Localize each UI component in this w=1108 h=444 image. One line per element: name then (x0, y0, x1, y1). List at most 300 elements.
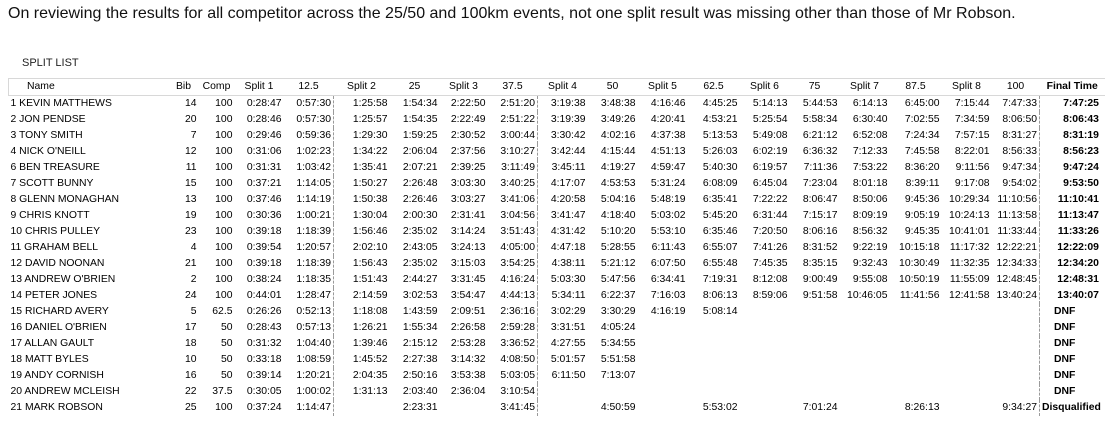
cell-time (840, 304, 890, 320)
cell-time: 9:45:35 (904, 226, 940, 237)
cell-final-time: DNF (1054, 386, 1076, 397)
cell-time: 9:51:58 (802, 290, 838, 301)
cell-time (638, 384, 688, 400)
cell-name: 17 ALLAN GAULT (10, 338, 95, 349)
cell-time (992, 304, 1040, 320)
cell-time: 10:29:34 (949, 194, 990, 205)
cell-time: 2:03:40 (402, 386, 438, 397)
cell-time (790, 368, 840, 384)
cell-time: 6:45:04 (752, 178, 788, 189)
header-split-8: Split 8 (942, 79, 992, 96)
cell-final-time: 12:22:09 (1057, 242, 1099, 253)
cell-time (942, 336, 992, 352)
cell-bib: 15 (184, 178, 197, 189)
cell-time: 0:57:30 (284, 96, 334, 113)
table-row (9, 144, 1105, 160)
cell-comp: 50 (220, 354, 233, 365)
cell-name: 2 JON PENDSE (10, 114, 86, 125)
cell-time: 4:08:50 (488, 352, 538, 368)
cell-time: 1:28:47 (284, 288, 334, 304)
cell-time: 1:50:38 (352, 194, 388, 205)
header-split-1: Split 1 (235, 79, 284, 96)
cell-time (588, 384, 638, 400)
cell-time: 6:22:37 (600, 290, 636, 301)
cell-time: 11:17:32 (949, 242, 990, 253)
cell-time: 5:40:30 (702, 162, 738, 173)
cell-time: 7:13:07 (600, 370, 636, 381)
cell-time: 5:44:53 (790, 96, 840, 113)
cell-name: 12 DAVID NOONAN (10, 258, 105, 269)
cell-time: 2:26:58 (450, 322, 486, 333)
cell-time: 2:07:21 (402, 162, 438, 173)
cell-comp: 37.5 (212, 386, 233, 397)
cell-time: 8:36:20 (904, 162, 940, 173)
cell-time: 6:31:44 (752, 210, 788, 221)
cell-time (740, 304, 790, 320)
cell-time: 3:24:13 (450, 242, 486, 253)
cell-bib: 2 (190, 274, 197, 285)
cell-time: 10:50:19 (899, 274, 940, 285)
cell-time: 3:45:11 (551, 162, 586, 173)
cell-time: 8:26:13 (904, 402, 940, 413)
cell-comp: 50 (220, 322, 233, 333)
cell-time (992, 336, 1040, 352)
cell-final-time: 8:56:23 (1063, 146, 1099, 157)
cell-time (440, 400, 488, 416)
cell-time: 11:32:35 (949, 258, 990, 269)
cell-time: 6:08:09 (702, 178, 738, 189)
cell-time: 1:18:39 (284, 224, 334, 240)
cell-time (840, 400, 890, 416)
cell-time: 7:19:31 (702, 274, 738, 285)
cell-final-time: 13:40:07 (1057, 290, 1099, 301)
cell-time: 1:18:39 (284, 256, 334, 272)
cell-time: 1:56:43 (352, 258, 388, 269)
cell-name: 7 SCOTT BUNNY (10, 178, 94, 189)
cell-time: 4:19:27 (600, 162, 636, 173)
cell-time: 6:14:13 (840, 96, 890, 113)
cell-time: 1:26:21 (352, 322, 388, 333)
cell-time (890, 384, 942, 400)
cell-time: 12:41:58 (949, 290, 990, 301)
cell-time: 6:45:00 (890, 96, 942, 113)
cell-time: 0:31:06 (246, 146, 282, 157)
cell-time: 0:33:18 (246, 354, 282, 365)
cell-time: 0:30:36 (246, 210, 282, 221)
cell-time: 1:59:25 (402, 130, 438, 141)
header-split-4: Split 4 (538, 79, 588, 96)
table-row (9, 240, 1105, 256)
cell-time: 1:00:21 (284, 208, 334, 224)
cell-time: 7:45:58 (904, 146, 940, 157)
cell-time: 3:54:47 (450, 290, 486, 301)
cell-time: 5:28:55 (600, 242, 636, 253)
cell-time: 5:58:34 (802, 114, 838, 125)
cell-time: 5:34:55 (600, 338, 636, 349)
cell-time: 7:22:22 (752, 194, 788, 205)
cell-time: 1:51:43 (352, 274, 388, 285)
cell-time: 1:43:59 (402, 306, 438, 317)
cell-time: 9:05:19 (904, 210, 940, 221)
cell-time: 2:44:27 (402, 274, 438, 285)
cell-bib: 25 (184, 402, 197, 413)
cell-time: 3:31:45 (450, 274, 486, 285)
cell-bib: 23 (184, 226, 197, 237)
cell-time: 0:59:36 (284, 128, 334, 144)
cell-time: 1:18:35 (284, 272, 334, 288)
cell-time: 5:53:02 (702, 402, 738, 413)
cell-time: 9:32:43 (852, 258, 888, 269)
cell-comp: 100 (215, 242, 233, 253)
cell-time: 11:13:58 (992, 208, 1040, 224)
cell-time (790, 320, 840, 336)
cell-comp: 100 (215, 210, 233, 221)
cell-time: 5:08:14 (702, 306, 738, 317)
cell-time: 12:34:33 (992, 256, 1040, 272)
cell-time (740, 384, 790, 400)
cell-time: 7:02:55 (904, 114, 940, 125)
cell-time: 2:37:56 (450, 146, 486, 157)
cell-time: 5:48:19 (650, 194, 686, 205)
cell-time: 0:38:24 (246, 274, 282, 285)
cell-time: 2:39:25 (450, 162, 486, 173)
cell-time: 6:55:07 (702, 242, 738, 253)
cell-time: 4:16:24 (488, 272, 538, 288)
cell-time: 3:31:51 (550, 322, 586, 333)
cell-time: 7:15:17 (802, 210, 838, 221)
cell-time: 5:31:24 (650, 178, 686, 189)
cell-name: 15 RICHARD AVERY (10, 306, 109, 317)
cell-time: 1:02:23 (284, 144, 334, 160)
cell-time: 6:19:57 (752, 162, 788, 173)
cell-time: 0:28:46 (246, 114, 282, 125)
cell-time (942, 368, 992, 384)
cell-time (638, 336, 688, 352)
cell-time: 6:11:50 (551, 370, 586, 381)
cell-time: 2:15:12 (402, 338, 438, 349)
cell-time: 8:56:32 (852, 226, 888, 237)
cell-time: 0:37:21 (246, 178, 282, 189)
cell-time: 0:57:30 (284, 112, 334, 128)
cell-comp: 100 (215, 290, 233, 301)
cell-time: 11:10:56 (992, 192, 1040, 208)
cell-time: 7:41:26 (752, 242, 788, 253)
table-row (9, 320, 1105, 336)
cell-time: 0:39:14 (246, 370, 282, 381)
cell-time (638, 400, 688, 416)
cell-time: 1:14:47 (284, 400, 334, 416)
cell-final-time: 8:06:43 (1063, 114, 1099, 125)
cell-time: 0:39:54 (246, 242, 282, 253)
cell-comp: 100 (215, 258, 233, 269)
cell-time: 2:06:04 (402, 146, 438, 157)
cell-time: 7:12:33 (852, 146, 888, 157)
table-row (9, 112, 1105, 128)
cell-time (790, 352, 840, 368)
cell-time: 1:08:59 (284, 352, 334, 368)
cell-name: 16 DANIEL O'BRIEN (10, 322, 107, 333)
cell-time (840, 320, 890, 336)
cell-time: 2:59:28 (488, 320, 538, 336)
cell-time: 8:06:50 (992, 112, 1040, 128)
cell-time: 3:53:38 (450, 370, 486, 381)
cell-time: 5:13:53 (702, 130, 738, 141)
cell-time: 7:01:24 (802, 402, 838, 413)
cell-time (890, 368, 942, 384)
cell-comp: 100 (215, 146, 233, 157)
cell-time: 0:29:46 (246, 130, 282, 141)
cell-time: 4:05:24 (600, 322, 636, 333)
cell-final-time: 12:48:31 (1057, 274, 1099, 285)
cell-time: 12:48:45 (992, 272, 1040, 288)
cell-time: 3:30:42 (550, 130, 586, 141)
header-row (9, 79, 1105, 96)
cell-bib: 20 (184, 114, 197, 125)
table-row (9, 368, 1105, 384)
cell-time: 7:47:33 (992, 96, 1040, 113)
cell-name: 1 KEVIN MATTHEWS (9, 96, 169, 113)
table-row (9, 304, 1105, 320)
cell-time (688, 336, 740, 352)
cell-time: 0:26:26 (246, 306, 282, 317)
cell-final-time: DNF (1054, 370, 1076, 381)
cell-time: 1:14:19 (284, 192, 334, 208)
cell-time: 5:45:20 (702, 210, 738, 221)
cell-time (688, 320, 740, 336)
cell-time: 0:44:01 (246, 290, 282, 301)
cell-time (942, 384, 992, 400)
results-table (8, 78, 1105, 416)
cell-final-time: DNF (1054, 322, 1076, 333)
cell-time: 0:30:05 (246, 386, 282, 397)
cell-bib: 12 (184, 146, 197, 157)
cell-comp: 100 (215, 114, 233, 125)
table-row (9, 96, 1105, 113)
cell-time: 4:31:42 (550, 226, 586, 237)
cell-time: 3:41:06 (488, 192, 538, 208)
cell-time: 2:26:46 (402, 194, 438, 205)
cell-name: 11 GRAHAM BELL (10, 242, 99, 253)
cell-bib: 24 (184, 290, 197, 301)
cell-time: 4:05:00 (488, 240, 538, 256)
cell-time: 1:18:08 (352, 306, 388, 317)
cell-time: 1:31:13 (352, 386, 388, 397)
cell-time: 0:31:31 (246, 162, 282, 173)
cell-time: 8:39:11 (905, 178, 940, 189)
cell-time: 0:37:24 (246, 402, 282, 413)
table-body (9, 96, 1105, 417)
cell-time: 2:31:41 (450, 210, 486, 221)
cell-time: 3:19:38 (538, 96, 588, 113)
cell-time (890, 352, 942, 368)
cell-time: 4:53:21 (702, 114, 738, 125)
cell-time: 7:57:15 (954, 130, 990, 141)
cell-time (942, 304, 992, 320)
cell-final-time: 11:10:41 (1057, 194, 1099, 205)
cell-time: 2:27:38 (402, 354, 438, 365)
cell-time: 6:52:08 (852, 130, 888, 141)
cell-name: 14 PETER JONES (10, 290, 98, 301)
cell-time: 0:37:46 (246, 194, 282, 205)
cell-time: 1:55:34 (402, 322, 438, 333)
cell-time: 1:20:57 (284, 240, 334, 256)
cell-time: 9:17:08 (954, 178, 990, 189)
cell-name: 9 CHRIS KNOTT (10, 210, 90, 221)
cell-bib: 22 (184, 386, 197, 397)
cell-time (942, 352, 992, 368)
cell-time (840, 368, 890, 384)
cell-time: 0:52:13 (284, 304, 334, 320)
table-row (9, 128, 1105, 144)
cell-time: 8:56:33 (992, 144, 1040, 160)
cell-time (688, 352, 740, 368)
header-50: 50 (588, 79, 638, 96)
partial-sheet-label: SPLIT LIST (22, 58, 79, 69)
cell-name: 18 MATT BYLES (10, 354, 89, 365)
cell-time (790, 384, 840, 400)
cell-time: 9:11:56 (955, 162, 990, 173)
cell-comp: 100 (215, 402, 233, 413)
header-37-5: 37.5 (488, 79, 538, 96)
header-12-5: 12.5 (284, 79, 334, 96)
cell-time: 6:02:19 (752, 146, 788, 157)
cell-time: 3:02:29 (550, 306, 586, 317)
header-bib: Bib (169, 79, 199, 96)
cell-time: 3:19:39 (550, 114, 586, 125)
cell-time: 2:02:10 (352, 242, 388, 253)
cell-time: 9:55:08 (852, 274, 888, 285)
cell-name: 13 ANDREW O'BRIEN (10, 274, 116, 285)
cell-time: 4:15:44 (600, 146, 636, 157)
cell-time: 3:03:30 (450, 178, 486, 189)
cell-time: 5:47:56 (600, 274, 636, 285)
cell-time: 5:14:13 (740, 96, 790, 113)
cell-time: 1:34:22 (352, 146, 388, 157)
cell-comp: 100 (215, 178, 233, 189)
cell-time: 3:15:03 (450, 258, 486, 269)
table-row (9, 272, 1105, 288)
cell-time: 7:34:59 (954, 114, 990, 125)
table-row (9, 400, 1105, 416)
cell-comp: 62.5 (212, 306, 233, 317)
cell-bib: 21 (184, 258, 197, 269)
cell-time: 3:00:44 (488, 128, 538, 144)
cell-time: 10:24:13 (949, 210, 990, 221)
cell-time: 3:10:27 (488, 144, 538, 160)
header-split-2: Split 2 (334, 79, 390, 96)
cell-time (638, 320, 688, 336)
cell-bib: 18 (184, 338, 197, 349)
cell-time: 6:36:32 (802, 146, 838, 157)
cell-time: 6:30:40 (852, 114, 888, 125)
cell-bib: 10 (184, 354, 197, 365)
cell-time: 9:34:27 (992, 400, 1040, 416)
header-25: 25 (390, 79, 440, 96)
cell-time: 4:59:47 (650, 162, 686, 173)
cell-comp: 50 (220, 338, 233, 349)
cell-time: 8:31:52 (802, 242, 838, 253)
cell-time: 8:06:13 (702, 290, 738, 301)
cell-final-time: 11:33:26 (1057, 226, 1099, 237)
cell-time: 6:11:43 (651, 242, 686, 253)
cell-time: 5:25:54 (752, 114, 788, 125)
cell-time: 4:20:58 (550, 194, 586, 205)
cell-time: 10:15:18 (899, 242, 940, 253)
cell-bib: 14 (169, 96, 199, 113)
cell-time (538, 400, 588, 416)
cell-time: 6:07:50 (650, 258, 686, 269)
header-87-5: 87.5 (890, 79, 942, 96)
cell-time: 13:40:24 (992, 288, 1040, 304)
cell-final-time: 9:47:24 (1063, 162, 1099, 173)
cell-time: 4:17:07 (550, 178, 586, 189)
cell-final-time: DNF (1054, 354, 1076, 365)
cell-time (840, 352, 890, 368)
cell-time: 7:24:34 (904, 130, 940, 141)
cell-time: 11:33:44 (992, 224, 1040, 240)
table-row (9, 192, 1105, 208)
header-100: 100 (992, 79, 1040, 96)
cell-time: 5:03:02 (650, 210, 686, 221)
cell-time: 3:02:53 (402, 290, 438, 301)
cell-time (538, 384, 588, 400)
table-row (9, 224, 1105, 240)
cell-time (790, 304, 840, 320)
cell-time: 9:47:34 (992, 160, 1040, 176)
cell-time: 4:53:53 (600, 178, 636, 189)
cell-time: 8:22:01 (954, 146, 990, 157)
cell-time: 3:54:25 (488, 256, 538, 272)
cell-time: 2:35:02 (402, 226, 438, 237)
cell-time: 6:55:48 (702, 258, 738, 269)
table-row (9, 336, 1105, 352)
cell-comp: 100 (215, 194, 233, 205)
cell-final-time: 11:13:47 (1057, 210, 1099, 221)
header-comp: Comp (199, 79, 235, 96)
cell-time: 0:39:18 (246, 226, 282, 237)
cell-time: 1:03:42 (284, 160, 334, 176)
cell-final-time: DNF (1054, 338, 1076, 349)
cell-time: 5:51:58 (600, 354, 636, 365)
cell-time: 4:02:16 (600, 130, 636, 141)
cell-time: 11:41:56 (899, 290, 940, 301)
cell-time: 1:54:34 (390, 96, 440, 113)
cell-time: 5:04:16 (600, 194, 636, 205)
cell-name: 20 ANDREW MCLEISH (10, 386, 120, 397)
cell-time: 8:12:08 (752, 274, 788, 285)
cell-time: 4:37:38 (650, 130, 686, 141)
table-row (9, 176, 1105, 192)
cell-time: 4:45:25 (688, 96, 740, 113)
cell-comp: 100 (199, 96, 235, 113)
cell-time (942, 400, 992, 416)
cell-time: 4:16:46 (638, 96, 688, 113)
cell-time: 1:20:21 (284, 368, 334, 384)
cell-comp: 100 (215, 274, 233, 285)
cell-time: 2:22:50 (440, 96, 488, 113)
cell-time: 8:06:47 (802, 194, 838, 205)
table-row (9, 352, 1105, 368)
intro-paragraph: On reviewing the results for all competitor across the 25/50 and 100km events, not one split result was missing other than those of Mr Robson. (8, 5, 1016, 22)
cell-time: 11:55:09 (949, 274, 990, 285)
cell-time: 3:42:44 (550, 146, 586, 157)
cell-time: 4:27:55 (550, 338, 586, 349)
cell-time: 4:51:13 (650, 146, 686, 157)
cell-time: 3:49:26 (600, 114, 636, 125)
cell-time: 8:59:06 (752, 290, 788, 301)
header-final-time: Final Time (1040, 79, 1105, 96)
cell-bib: 19 (184, 210, 197, 221)
